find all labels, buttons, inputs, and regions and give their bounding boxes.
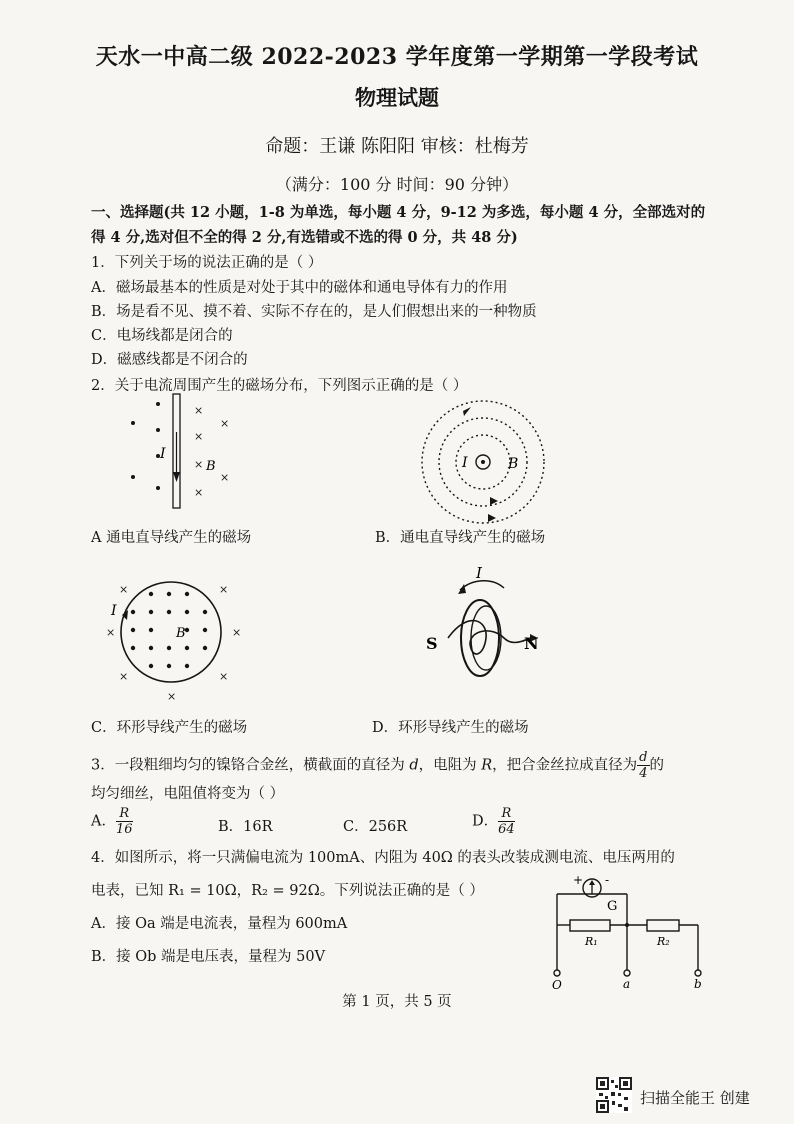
q2-caption-b: B．通电直导线产生的磁场	[375, 530, 546, 546]
q2-figure-b	[418, 398, 548, 528]
field-dot	[167, 592, 171, 596]
q2d-current-label: I	[476, 564, 482, 582]
field-dot	[149, 610, 153, 614]
circuit-r1-label: R₁	[585, 935, 598, 948]
circuit-plus-sign: +	[573, 873, 584, 887]
q2b-field-label: B	[508, 456, 519, 472]
q3-stem-line1	[91, 750, 664, 781]
field-dot	[131, 646, 135, 650]
q4-option-a: A．接 Oa 端是电流表，量程为 600mA	[91, 916, 348, 932]
circuit-terminal-b: b	[694, 977, 702, 990]
svg-text:×: ×	[194, 458, 204, 471]
q3-r-var: R	[481, 757, 493, 774]
q1-option-c: C．电场线都是闭合的	[91, 328, 233, 344]
svg-text:×: ×	[220, 417, 230, 430]
svg-text:×: ×	[119, 670, 129, 683]
field-dot	[131, 610, 135, 614]
q2-caption-d: D．环形导线产生的磁场	[372, 720, 529, 736]
q3-option-a-fraction	[116, 806, 133, 837]
scanner-watermark: 扫描全能王 创建	[640, 1089, 750, 1107]
q3-option-b: B．16R	[218, 819, 273, 835]
q2-figure-a	[120, 392, 250, 512]
q2a-field-label: B	[206, 459, 216, 474]
q2c-field-label: B	[176, 626, 186, 641]
q2-stem: 2．关于电流周围产生的磁场分布，下列图示正确的是（ ）	[91, 378, 468, 394]
q3-stem-c: ，把合金丝拉成直径为	[492, 757, 638, 774]
q3-option-a-label: A．	[91, 813, 116, 830]
svg-text:×: ×	[219, 670, 229, 683]
svg-text:×: ×	[167, 690, 177, 703]
q3-option-d-den: 64	[498, 822, 515, 837]
q2a-current-label: I	[160, 446, 166, 462]
q2-caption-c: C．环形导线产生的磁场	[91, 720, 248, 736]
circuit-galvanometer-label: G	[607, 899, 618, 914]
page-number: 第 1 页，共 5 页	[342, 994, 452, 1010]
q3-option-d-num: R	[498, 806, 515, 822]
field-dot	[149, 664, 153, 668]
q3-option-c: C．256R	[343, 819, 408, 835]
q3-option-a	[91, 806, 133, 837]
field-dot	[149, 646, 153, 650]
q3-option-d-fraction	[498, 806, 515, 837]
q3-option-d	[472, 806, 515, 837]
svg-text:×: ×	[232, 626, 242, 639]
q2d-south-label: S	[426, 634, 438, 653]
q2d-north-label: N	[524, 634, 539, 653]
circuit-terminal-a: a	[623, 977, 631, 990]
svg-text:×: ×	[119, 583, 129, 596]
exam-subtitle: 物理试题	[355, 85, 439, 110]
q4-circuit-diagram	[545, 872, 720, 990]
q1-option-b: B．场是看不见、摸不着、实际不存在的，是人们假想出来的一种物质	[91, 304, 537, 320]
circuit-minus-sign: -	[605, 873, 610, 887]
q3-fraction-den: 4	[639, 766, 648, 781]
q2-caption-a: A 通电直导线产生的磁场	[91, 530, 252, 546]
exam-title: 天水一中高二级 2022-2023 学年度第一学期第一学段考试	[95, 44, 699, 70]
section-heading-line1: 一、选择题(共 12 小题，1-8 为单选，每小题 4 分，9-12 为多选，每小题 4 分，全部选对的	[91, 204, 706, 221]
qr-code-icon	[596, 1077, 632, 1113]
svg-text:×: ×	[194, 486, 204, 499]
field-dot	[149, 592, 153, 596]
field-dot	[203, 610, 207, 614]
field-dot	[185, 610, 189, 614]
q3-option-d-label: D．	[472, 813, 499, 830]
q1-option-d: D．磁感线都是不闭合的	[91, 352, 248, 368]
field-dot	[203, 628, 207, 632]
svg-text:×: ×	[106, 626, 116, 639]
q3-option-a-num: R	[116, 806, 133, 822]
field-dot	[185, 646, 189, 650]
q3-stem-d: 的	[649, 757, 664, 774]
q4-stem-line2: 电表，已知 R₁ = 10Ω，R₂ = 92Ω。下列说法正确的是（ ）	[91, 883, 484, 899]
q1-option-a: A．磁场最基本的性质是对处于其中的磁体和通电导体有力的作用	[91, 280, 508, 296]
field-dot	[131, 628, 135, 632]
q3-fraction-num: d	[639, 750, 648, 765]
q2c-current-label: I	[111, 603, 117, 619]
q3-option-a-den: 16	[115, 822, 133, 837]
q2-figure-d	[418, 560, 548, 690]
q4-stem-line1: 4．如图所示，将一只满偏电流为 100mA、内阻为 40Ω 的表头改装成测电流、电压两用的	[91, 850, 675, 866]
field-dot	[149, 628, 153, 632]
q3-d-var: d	[409, 757, 419, 774]
exam-authors: 命题：王谦 陈阳阳 审核：杜梅芳	[265, 136, 529, 157]
section-heading-line2: 得 4 分,选对但不全的得 2 分,有选错或不选的得 0 分，共 48 分)	[91, 229, 518, 246]
q1-stem: 1．下列关于场的说法正确的是（ ）	[91, 255, 323, 271]
field-dot	[167, 646, 171, 650]
circuit-terminal-o: O	[552, 978, 562, 990]
field-dot	[167, 664, 171, 668]
q4-option-b: B．接 Ob 端是电压表，量程为 50V	[91, 949, 326, 965]
svg-text:×: ×	[220, 471, 230, 484]
score-time-line: （满分：100 分 时间：90 分钟）	[275, 175, 519, 194]
field-dot	[203, 646, 207, 650]
circuit-r2-label: R₂	[657, 935, 670, 948]
q3-stem-b: ，电阻为	[418, 757, 482, 774]
q3-stem-a: 3．一段粗细均匀的镍铬合金丝，横截面的直径为	[91, 757, 410, 774]
field-dot	[185, 592, 189, 596]
svg-text:×: ×	[219, 583, 229, 596]
q3-stem-line2: 均匀细丝，电阻值将变为（ ）	[91, 786, 285, 802]
q3-fraction	[637, 750, 649, 781]
q2-figure-c	[102, 580, 248, 706]
field-dot	[167, 610, 171, 614]
q2b-current-label: I	[462, 455, 468, 471]
svg-text:×: ×	[194, 404, 204, 417]
field-dot	[185, 664, 189, 668]
svg-text:×: ×	[194, 430, 204, 443]
